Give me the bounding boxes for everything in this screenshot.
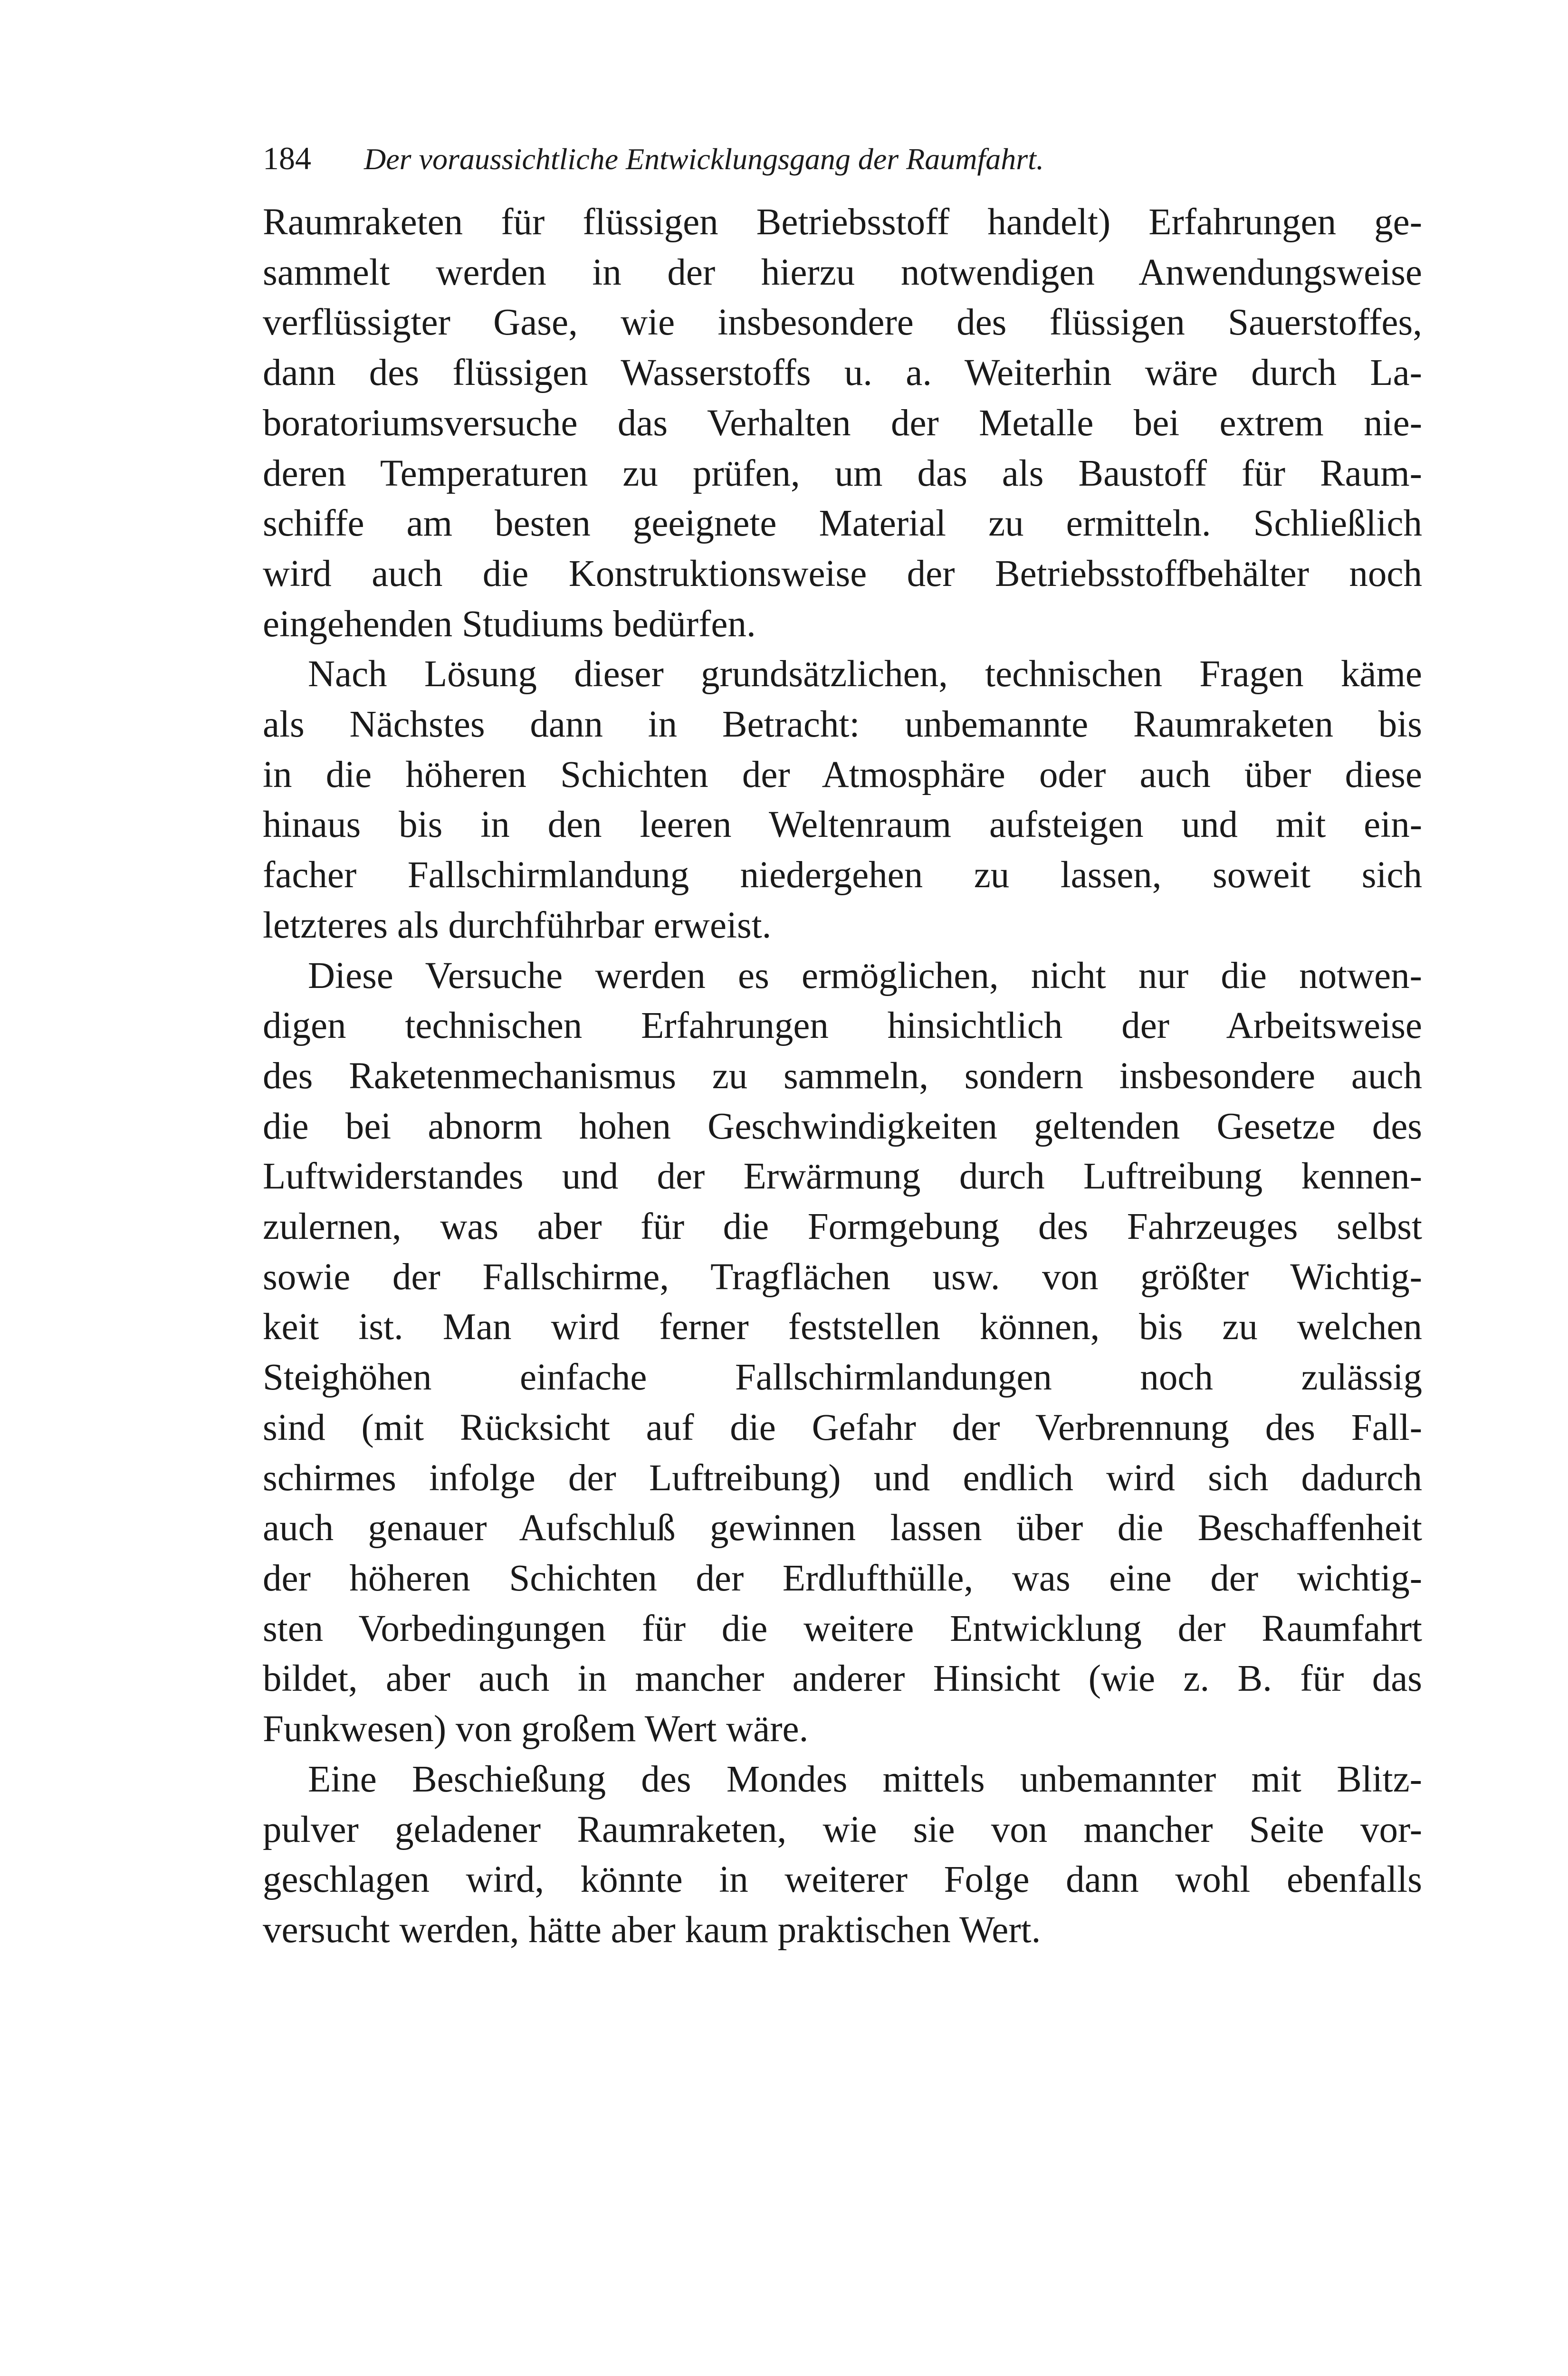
text-line: des Raketenmechanismus zu sammeln, sondern insbesondere auch xyxy=(263,1055,1422,1097)
text-line: in die höheren Schichten der Atmosphäre oder auch über diese xyxy=(263,754,1422,795)
text-line: schiffe am besten geeignete Material zu ermitteln. Schließlich xyxy=(263,503,1422,545)
text-line: als Nächstes dann in Betracht: unbemannte Raumraketen bis xyxy=(263,704,1422,746)
running-header xyxy=(263,132,1289,184)
text-line: Diese Versuche werden es ermöglichen, nicht nur die notwen- xyxy=(308,955,1422,996)
text-line: versucht werden, hätte aber kaum praktischen Wert. xyxy=(263,1909,1041,1951)
text-line: deren Temperaturen zu prüfen, um das als Baustoff für Raum- xyxy=(263,452,1422,494)
paragraph xyxy=(263,951,1422,1754)
text-line: schirmes infolge der Luftreibung) und endlich wird sich dadurch xyxy=(263,1457,1422,1499)
text-line: verflüssigter Gase, wie insbesondere des flüssigen Sauerstoffes, xyxy=(263,302,1422,344)
text-line: sten Vorbedingungen für die weitere Entwicklung der Raumfahrt xyxy=(263,1608,1422,1649)
text-line: sowie der Fallschirme, Tragflächen usw. von größter Wichtig- xyxy=(263,1256,1422,1298)
text-line: Nach Lösung dieser grundsätzlichen, technischen Fragen käme xyxy=(308,653,1422,695)
paragraph xyxy=(263,197,1422,649)
text-line: eingehenden Studiums bedürfen. xyxy=(263,603,756,645)
text-line: Eine Beschießung des Mondes mittels unbemannter mit Blitz- xyxy=(308,1758,1422,1800)
paragraph xyxy=(263,649,1422,950)
text-line: geschlagen wird, könnte in weiterer Folge dann wohl ebenfalls xyxy=(263,1859,1422,1901)
text-line: die bei abnorm hohen Geschwindigkeiten geltenden Gesetze des xyxy=(263,1105,1422,1147)
text-line: Funkwesen) von großem Wert wäre. xyxy=(263,1708,809,1750)
text-line: Luftwiderstandes und der Erwärmung durch Luftreibung kennen- xyxy=(263,1156,1422,1198)
text-line: Steighöhen einfache Fallschirmlandungen noch zulässig xyxy=(263,1357,1422,1399)
text-line: wird auch die Konstruktionsweise der Betriebsstoffbehälter noch xyxy=(263,553,1422,594)
text-line: Raumraketen für flüssigen Betriebsstoff handelt) Erfahrungen ge- xyxy=(263,201,1422,243)
running-title: Der voraussichtliche Entwicklungsgang der Raumfahrt. xyxy=(364,142,1044,176)
text-line: auch genauer Aufschluß gewinnen lassen über die Beschaffenheit xyxy=(263,1507,1422,1549)
text-line: zulernen, was aber für die Formgebung des Fahrzeuges selbst xyxy=(263,1206,1422,1248)
paragraph xyxy=(263,1754,1422,1955)
text-line: digen technischen Erfahrungen hinsichtlich der Arbeitsweise xyxy=(263,1005,1422,1047)
text-line: hinaus bis in den leeren Weltenraum aufsteigen und mit ein- xyxy=(263,804,1422,846)
text-line: letzteres als durchführbar erweist. xyxy=(263,904,772,946)
body-text xyxy=(263,197,1422,1955)
text-line: keit ist. Man wird ferner feststellen können, bis zu welchen xyxy=(263,1306,1422,1348)
text-line: sind (mit Rücksicht auf die Gefahr der Verbrennung des Fall- xyxy=(263,1407,1422,1448)
text-line: sammelt werden in der hierzu notwendigen Anwendungsweise xyxy=(263,251,1422,293)
text-line: der höheren Schichten der Erdlufthülle, was eine der wichtig- xyxy=(263,1557,1422,1599)
page-number: 184 xyxy=(263,140,311,176)
text-line: bildet, aber auch in mancher anderer Hinsicht (wie z. B. für das xyxy=(263,1658,1422,1700)
text-line: facher Fallschirmlandung niedergehen zu lassen, soweit sich xyxy=(263,854,1422,896)
text-line: boratoriumsversuche das Verhalten der Metalle bei extrem nie- xyxy=(263,402,1422,444)
text-line: dann des flüssigen Wasserstoffs u. a. Weiterhin wäre durch La- xyxy=(263,352,1422,394)
text-line: pulver geladener Raumraketen, wie sie von mancher Seite vor- xyxy=(263,1809,1422,1850)
